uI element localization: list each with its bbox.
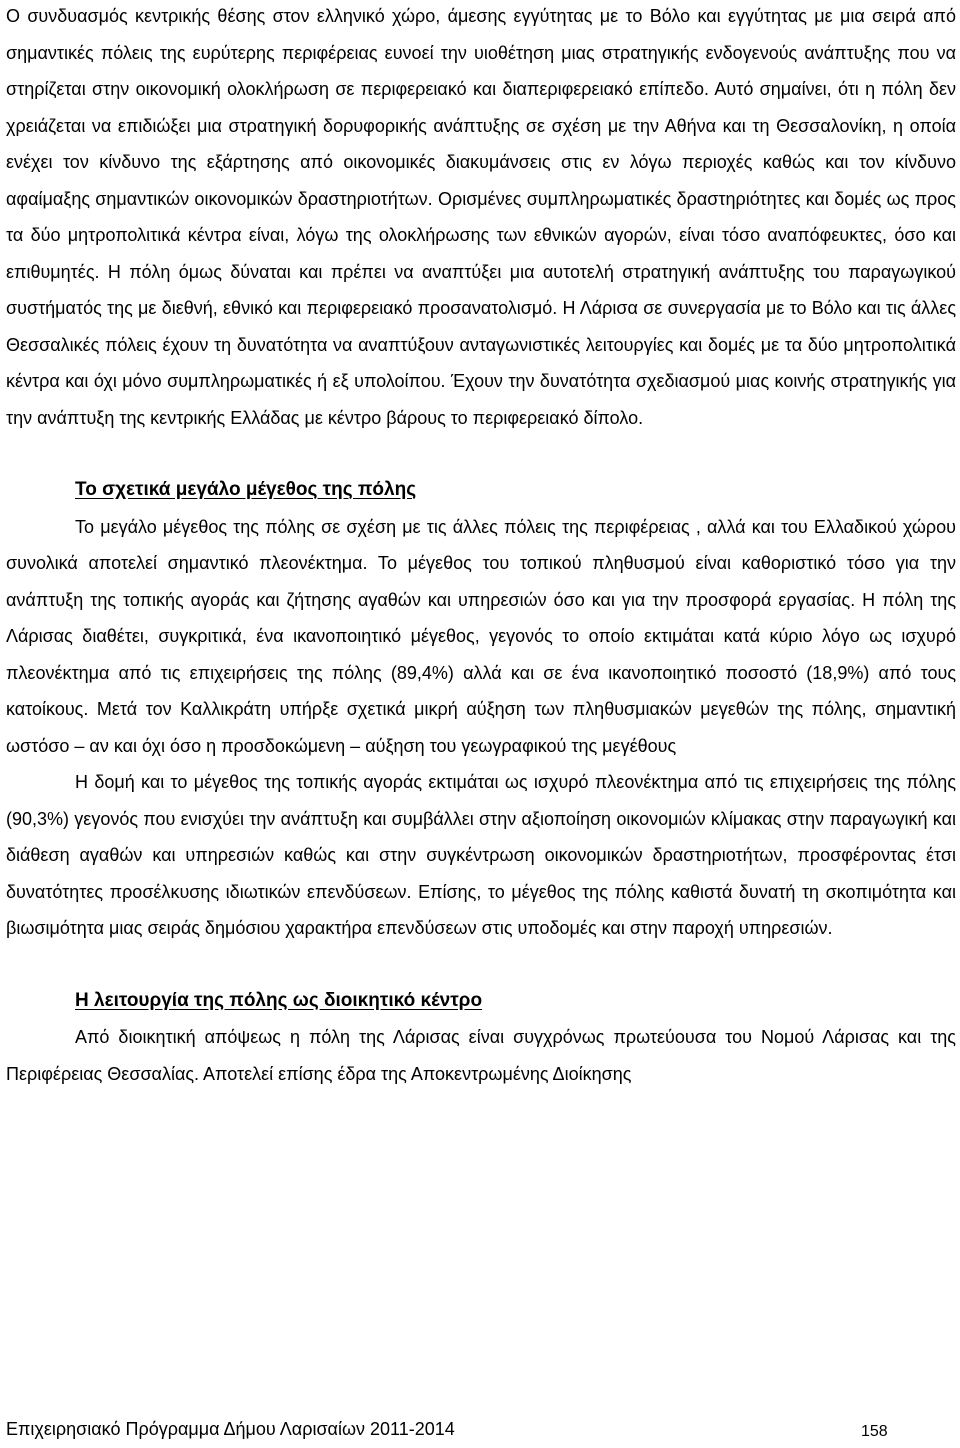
body-paragraph-2: Το μεγάλο μέγεθος της πόλης σε σχέση με τις άλλες πόλεις της περιφέρειας , αλλά και του Ελλαδικού χώρου συνολικά αποτελεί σημαντικό πλεονέκτημα. Το μέγεθος του τοπικού πληθυσμού είναι καθοριστικό τόσο για την ανάπτυξη της τοπικής αγοράς και ζήτησης αγαθών και υπηρεσιών όσο και για την προσφορά εργασίας. Η πόλη της Λάρισας διαθέτει, συγκριτικά, ένα ικανοποιητικό μέγεθος, γεγονός το οποίο εκτιμάται κατά κύριο λόγο ως ισχυρό πλεονέκτημα από τις επιχειρήσεις της πόλης (89,4%) αλλά και σε ένα ικανοποιητικό ποσοστό (18,9%) από τους κατοίκους. Μετά τον Καλλικράτη υπήρξε σχετικά μικρή αύξηση των πληθυσμιακών μεγεθών της πόλης, σημαντική ωστόσο – αν και όχι όσο η προσδοκώμενη – αύξηση του γεωγραφικού της μεγέθους xyxy=(6,516,956,756)
body-paragraph-1: Ο συνδυασμός κεντρικής θέσης στον ελληνικό χώρο, άμεσης εγγύτητας με το Βόλο και εγγύτητας με μια σειρά από σημαντικές πόλεις της ευρύτερης περιφέρειας ευνοεί την υιοθέτηση μιας στρατηγικής ενδογενούς ανάπτυξης που να στηρίζεται στην οικονομική ολοκλήρωση σε περιφερειακό και διαπεριφερειακό επίπεδο. Αυτό σημαίνει, ότι η πόλη δεν χρειάζεται να επιδιώξει μια στρατηγική δορυφορικής ανάπτυξης σε σχέση με την Αθήνα και τη Θεσσαλονίκη, η οποία ενέχει τον κίνδυνο της εξάρτησης από οικονομικές διακυμάνσεις στις εν λόγω περιοχές καθώς και τον κίνδυνο αφαίμαξης σημαντικών οικονομικών δραστηριοτήτων. Ορισμένες συμπληρωματικές δραστηριότητες και δομές ως προς τα δύο μητροπολιτικά κέντρα είναι, λόγω της ολοκλήρωσης των εθνικών αγορών, είναι τόσο αναπόφευκτες, όσο και επιθυμητές. Η πόλη όμως δύναται και πρέπει να αναπτύξει μια αυτοτελή στρατηγική ανάπτυξης του παραγωγικού συστήματός της με διεθνή, εθνικό και περιφερειακό προσανατολισμό. Η Λάρισα σε συνεργασία με το Βόλο και τις άλλες Θεσσαλικές πόλεις έχουν τη δυνατότητα να αναπτύξουν ανταγωνιστικές λειτουργίες και δομές με τα δύο μητροπολιτικά κέντρα και όχι μόνο συμπληρωματικές ή εξ υπολοίπου. Έχουν την δυνατότητα σχεδιασμού μιας κοινής στρατηγικής για την ανάπτυξη της κεντρικής Ελλάδας με κέντρο βάρους το περιφερειακό δίπολο. xyxy=(6,6,956,428)
footer-title: Επιχειρησιακό Πρόγραμμα Δήμου Λαρισαίων 2011-2014 xyxy=(6,1419,455,1439)
document-body xyxy=(6,0,956,1092)
body-paragraph-3: Η δομή και το μέγεθος της τοπικής αγοράς εκτιμάται ως ισχυρό πλεονέκτημα από τις επιχειρήσεις της πόλης (90,3%) γεγονός που ενισχύει την ανάπτυξη και συμβάλλει στην αξιοποίηση οικονομιών κλίμακας στην παραγωγική και διάθεση αγαθών και υπηρεσιών καθώς και στην συγκέντρωση οικονομικών δραστηριοτήτων, προσφέροντας έτσι δυνατότητες προσέλκυσης ιδιωτικών επενδύσεων. Επίσης, το μέγεθος της πόλης καθιστά δυνατή τη σκοπιμότητα και βιωσιμότητα μιας σειράς δημόσιου χαρακτήρα επενδύσεων στις υποδομές και στην παροχή υπηρεσιών. xyxy=(6,772,956,938)
body-paragraph-4: Από διοικητική απόψεως η πόλη της Λάρισας είναι συγχρόνως πρωτεύουσα του Νομού Λάρισας και της Περιφέρειας Θεσσαλίας. Αποτελεί επίσης έδρα της Αποκεντρωμένης Διοίκησης xyxy=(6,1027,956,1084)
section-heading-administrative-center: Η λειτουργία της πόλης ως διοικητικό κέντρο xyxy=(75,989,483,1011)
page-number: 158 xyxy=(861,1423,888,1440)
section-heading-city-size: Το σχετικά μεγάλο μέγεθος της πόλης xyxy=(75,479,417,500)
